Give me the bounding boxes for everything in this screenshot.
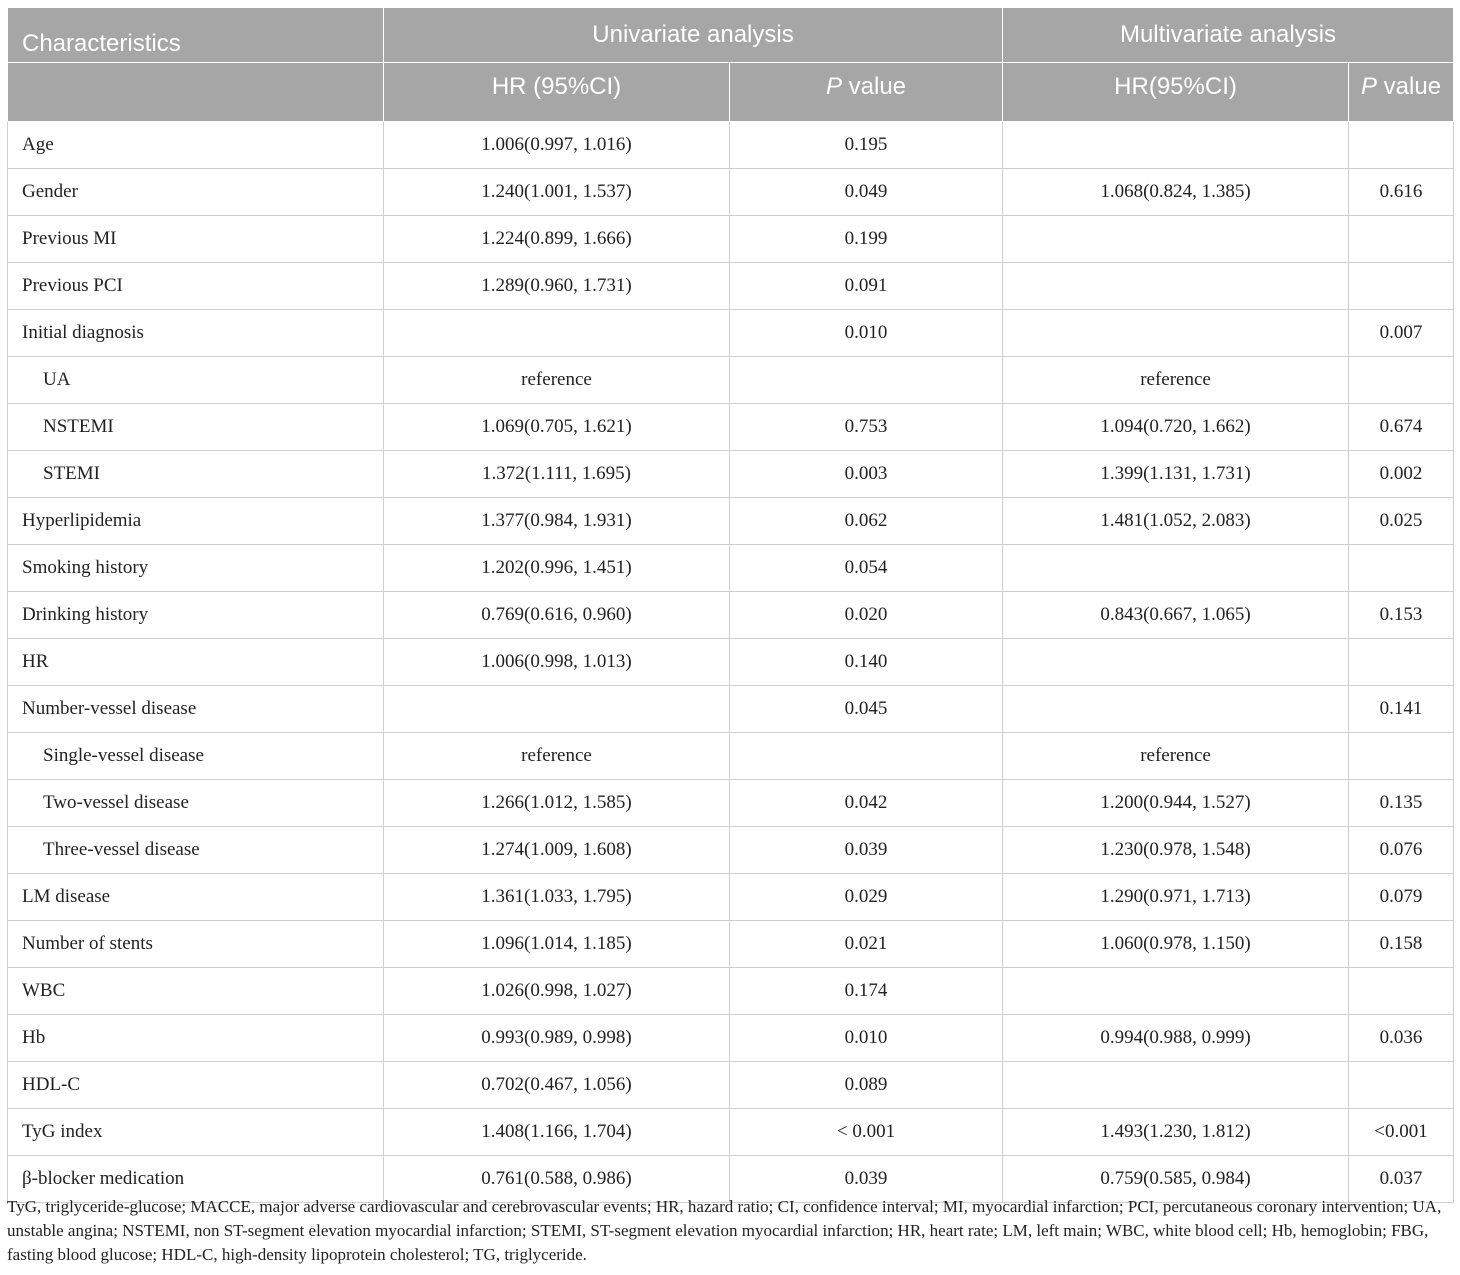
multi-hr-cell: 0.843(0.667, 1.065)	[1003, 592, 1349, 639]
table-row	[8, 310, 1454, 357]
row-name-cell: Two-vessel disease	[8, 780, 384, 827]
multi-hr-cell	[1003, 263, 1349, 310]
multi-hr-cell	[1003, 1062, 1349, 1109]
multi-p-cell: 0.036	[1349, 1015, 1454, 1062]
uni-hr-cell: 1.096(1.014, 1.185)	[384, 921, 730, 968]
uni-p-cell: 0.020	[730, 592, 1003, 639]
multi-p-cell	[1349, 263, 1454, 310]
table-container	[7, 7, 1453, 1203]
uni-p-cell: 0.010	[730, 310, 1003, 357]
uni-p-cell: 0.021	[730, 921, 1003, 968]
row-name-cell: β-blocker medication	[8, 1156, 384, 1203]
uni-hr-cell: 1.202(0.996, 1.451)	[384, 545, 730, 592]
uni-hr-cell: reference	[384, 357, 730, 404]
uni-p-cell: < 0.001	[730, 1109, 1003, 1156]
table-row	[8, 1109, 1454, 1156]
table-row	[8, 545, 1454, 592]
uni-p-cell: 0.042	[730, 780, 1003, 827]
header-multi-p-italic: P	[1360, 73, 1377, 100]
header-multivariate: Multivariate analysis	[1003, 8, 1454, 63]
header-univariate: Univariate analysis	[384, 8, 1003, 63]
header-uni-p	[730, 63, 1003, 122]
uni-p-cell: 0.010	[730, 1015, 1003, 1062]
uni-hr-cell: 1.408(1.166, 1.704)	[384, 1109, 730, 1156]
table-row	[8, 263, 1454, 310]
multi-p-cell: 0.025	[1349, 498, 1454, 545]
multi-p-cell: 0.002	[1349, 451, 1454, 498]
multi-p-cell: 0.158	[1349, 921, 1454, 968]
row-name-cell: Hb	[8, 1015, 384, 1062]
uni-p-cell: 0.089	[730, 1062, 1003, 1109]
uni-hr-cell: 1.069(0.705, 1.621)	[384, 404, 730, 451]
uni-p-cell: 0.199	[730, 216, 1003, 263]
row-name-cell: Previous MI	[8, 216, 384, 263]
multi-hr-cell: 1.493(1.230, 1.812)	[1003, 1109, 1349, 1156]
row-name-cell: LM disease	[8, 874, 384, 921]
table-body	[8, 122, 1454, 1203]
row-name-cell: Previous PCI	[8, 263, 384, 310]
uni-hr-cell: 0.993(0.989, 0.998)	[384, 1015, 730, 1062]
row-name-cell: UA	[8, 357, 384, 404]
table-row	[8, 827, 1454, 874]
multi-p-cell: 0.616	[1349, 169, 1454, 216]
uni-p-cell: 0.054	[730, 545, 1003, 592]
table-header	[8, 8, 1454, 122]
multi-p-cell	[1349, 357, 1454, 404]
uni-hr-cell: reference	[384, 733, 730, 780]
multi-p-cell: 0.674	[1349, 404, 1454, 451]
multi-hr-cell: 1.060(0.978, 1.150)	[1003, 921, 1349, 968]
multi-hr-cell	[1003, 545, 1349, 592]
multi-hr-cell: 1.230(0.978, 1.548)	[1003, 827, 1349, 874]
row-name-cell: Initial diagnosis	[8, 310, 384, 357]
table-footnote: TyG, triglyceride-glucose; MACCE, major adverse cardiovascular and cerebrovascular events; HR, hazard ratio; CI, confidence interval; MI, myocardial infarction; PCI, percutaneous coronary intervention; UA, unstable angina; NSTEMI, non ST-segment elevation myocardial infarction; STEMI, ST-segment elevation myocardial infarction; HR, heart rate; LM, left main; WBC, white blood cell; Hb, hemoglobin; FBG, fasting blood glucose; HDL-C, high-density lipoprotein cholesterol; TG, triglyceride.	[7, 1197, 1442, 1264]
multi-p-cell	[1349, 122, 1454, 169]
table-row	[8, 921, 1454, 968]
multi-hr-cell: reference	[1003, 733, 1349, 780]
multi-p-cell: 0.141	[1349, 686, 1454, 733]
multi-p-cell	[1349, 639, 1454, 686]
uni-hr-cell	[384, 310, 730, 357]
row-name-cell: Smoking history	[8, 545, 384, 592]
header-characteristics: Characteristics	[8, 8, 384, 63]
header-empty	[8, 63, 384, 122]
uni-p-cell	[730, 357, 1003, 404]
header-uni-p-rest: value	[841, 73, 907, 100]
multi-hr-cell	[1003, 122, 1349, 169]
header-uni-hr: HR (95%CI)	[384, 63, 730, 122]
uni-p-cell	[730, 733, 1003, 780]
uni-hr-cell: 1.224(0.899, 1.666)	[384, 216, 730, 263]
table-row	[8, 169, 1454, 216]
row-name-cell: Drinking history	[8, 592, 384, 639]
uni-p-cell: 0.140	[730, 639, 1003, 686]
uni-hr-cell: 1.006(0.997, 1.016)	[384, 122, 730, 169]
row-name-cell: Number of stents	[8, 921, 384, 968]
uni-p-cell: 0.753	[730, 404, 1003, 451]
row-name-cell: HDL-C	[8, 1062, 384, 1109]
multi-p-cell	[1349, 968, 1454, 1015]
multi-p-cell: 0.007	[1349, 310, 1454, 357]
row-name-cell: Number-vessel disease	[8, 686, 384, 733]
multi-p-cell: 0.037	[1349, 1156, 1454, 1203]
uni-p-cell: 0.049	[730, 169, 1003, 216]
table-row	[8, 357, 1454, 404]
multi-hr-cell: 1.094(0.720, 1.662)	[1003, 404, 1349, 451]
table-row	[8, 216, 1454, 263]
header-uni-p-italic: P	[825, 73, 842, 100]
multi-p-cell	[1349, 733, 1454, 780]
table-row	[8, 968, 1454, 1015]
row-name-cell: Three-vessel disease	[8, 827, 384, 874]
uni-p-cell: 0.062	[730, 498, 1003, 545]
row-name-cell: Gender	[8, 169, 384, 216]
multi-p-cell	[1349, 216, 1454, 263]
table-row	[8, 1062, 1454, 1109]
table-row	[8, 874, 1454, 921]
uni-p-cell: 0.029	[730, 874, 1003, 921]
multi-hr-cell: 1.399(1.131, 1.731)	[1003, 451, 1349, 498]
multi-hr-cell	[1003, 639, 1349, 686]
multi-p-cell: 0.153	[1349, 592, 1454, 639]
uni-p-cell: 0.195	[730, 122, 1003, 169]
multi-hr-cell	[1003, 310, 1349, 357]
uni-hr-cell: 1.361(1.033, 1.795)	[384, 874, 730, 921]
multi-hr-cell	[1003, 686, 1349, 733]
uni-hr-cell: 1.377(0.984, 1.931)	[384, 498, 730, 545]
multi-p-cell	[1349, 1062, 1454, 1109]
multi-hr-cell: 0.994(0.988, 0.999)	[1003, 1015, 1349, 1062]
row-name-cell: Single-vessel disease	[8, 733, 384, 780]
row-name-cell: Hyperlipidemia	[8, 498, 384, 545]
uni-p-cell: 0.003	[730, 451, 1003, 498]
multi-hr-cell	[1003, 968, 1349, 1015]
uni-hr-cell: 1.026(0.998, 1.027)	[384, 968, 730, 1015]
table-row	[8, 122, 1454, 169]
row-name-cell: NSTEMI	[8, 404, 384, 451]
multi-hr-cell: 1.481(1.052, 2.083)	[1003, 498, 1349, 545]
uni-hr-cell: 1.266(1.012, 1.585)	[384, 780, 730, 827]
multi-hr-cell: 1.068(0.824, 1.385)	[1003, 169, 1349, 216]
row-name-cell: Age	[8, 122, 384, 169]
uni-hr-cell: 1.274(1.009, 1.608)	[384, 827, 730, 874]
uni-hr-cell: 1.006(0.998, 1.013)	[384, 639, 730, 686]
table-row	[8, 498, 1454, 545]
uni-p-cell: 0.039	[730, 1156, 1003, 1203]
multi-hr-cell	[1003, 216, 1349, 263]
table-row	[8, 592, 1454, 639]
row-name-cell: TyG index	[8, 1109, 384, 1156]
uni-p-cell: 0.039	[730, 827, 1003, 874]
uni-p-cell: 0.045	[730, 686, 1003, 733]
uni-hr-cell: 1.372(1.111, 1.695)	[384, 451, 730, 498]
table-row	[8, 639, 1454, 686]
row-name-cell: WBC	[8, 968, 384, 1015]
table-row	[8, 780, 1454, 827]
table-row	[8, 1015, 1454, 1062]
row-name-cell: HR	[8, 639, 384, 686]
multi-p-cell	[1349, 545, 1454, 592]
multi-p-cell: 0.076	[1349, 827, 1454, 874]
uni-hr-cell: 1.289(0.960, 1.731)	[384, 263, 730, 310]
uni-p-cell: 0.091	[730, 263, 1003, 310]
uni-hr-cell: 1.240(1.001, 1.537)	[384, 169, 730, 216]
multi-p-cell: 0.079	[1349, 874, 1454, 921]
multi-hr-cell: 1.290(0.971, 1.713)	[1003, 874, 1349, 921]
table-row	[8, 451, 1454, 498]
uni-hr-cell: 0.702(0.467, 1.056)	[384, 1062, 730, 1109]
row-name-cell: STEMI	[8, 451, 384, 498]
uni-hr-cell	[384, 686, 730, 733]
multi-p-cell: 0.135	[1349, 780, 1454, 827]
table-row	[8, 733, 1454, 780]
cox-regression-table	[7, 7, 1454, 1203]
header-multi-p	[1349, 63, 1454, 122]
table-row	[8, 404, 1454, 451]
multi-hr-cell: reference	[1003, 357, 1349, 404]
multi-hr-cell: 1.200(0.944, 1.527)	[1003, 780, 1349, 827]
uni-hr-cell: 0.769(0.616, 0.960)	[384, 592, 730, 639]
header-multi-p-rest: value	[1377, 73, 1442, 100]
table-row	[8, 686, 1454, 733]
multi-hr-cell: 0.759(0.585, 0.984)	[1003, 1156, 1349, 1203]
uni-hr-cell: 0.761(0.588, 0.986)	[384, 1156, 730, 1203]
header-multi-hr: HR(95%CI)	[1003, 63, 1349, 122]
uni-p-cell: 0.174	[730, 968, 1003, 1015]
multi-p-cell: <0.001	[1349, 1109, 1454, 1156]
